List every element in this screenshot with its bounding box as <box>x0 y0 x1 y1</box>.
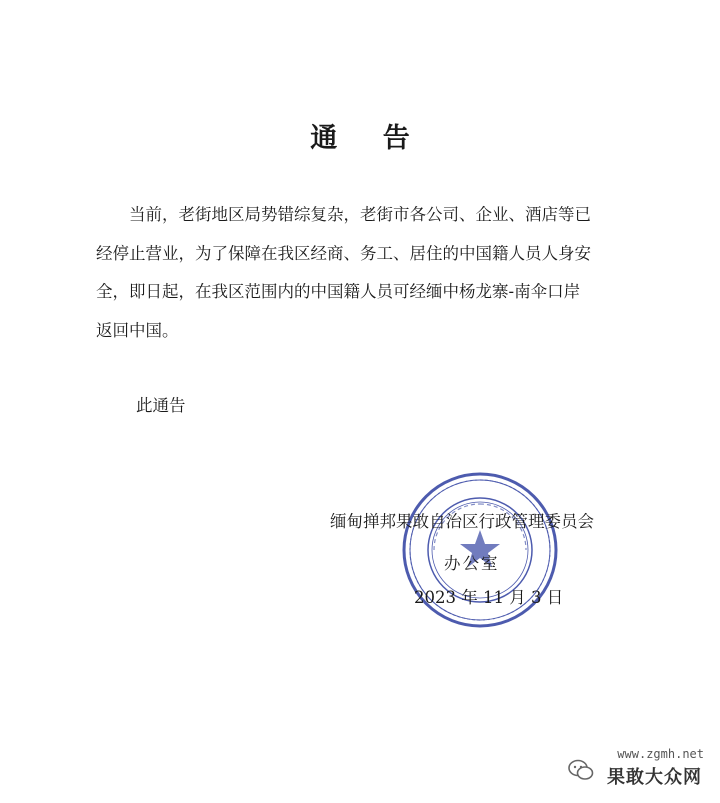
issuing-office: 办公室 <box>444 554 500 573</box>
body-line: 经停止营业，为了保障在我区经商、务工、居住的中国籍人员人身安 <box>96 243 591 263</box>
body-line: 当前，老街地区局势错综复杂，老街市各公司、企业、酒店等已 <box>129 205 591 224</box>
wechat-icon <box>568 759 594 781</box>
watermark-name: 果敢大众网 <box>607 767 702 788</box>
watermark-url: www.zgmh.net <box>617 747 704 761</box>
closing-text: 此通告 <box>136 396 186 415</box>
notice-title: 通 告 <box>310 123 428 154</box>
body-line: 全，即日起，在我区范围内的中国籍人员可经缅中杨龙寨-南伞口岸 <box>96 282 581 301</box>
body-line: 返回中国。 <box>96 320 179 340</box>
issue-date: 2023 年 11 月 3 日 <box>414 588 564 607</box>
notice-body <box>96 196 628 350</box>
source-watermark <box>568 747 708 797</box>
issuing-organization: 缅甸掸邦果敢自治区行政管理委员会 <box>330 512 594 531</box>
